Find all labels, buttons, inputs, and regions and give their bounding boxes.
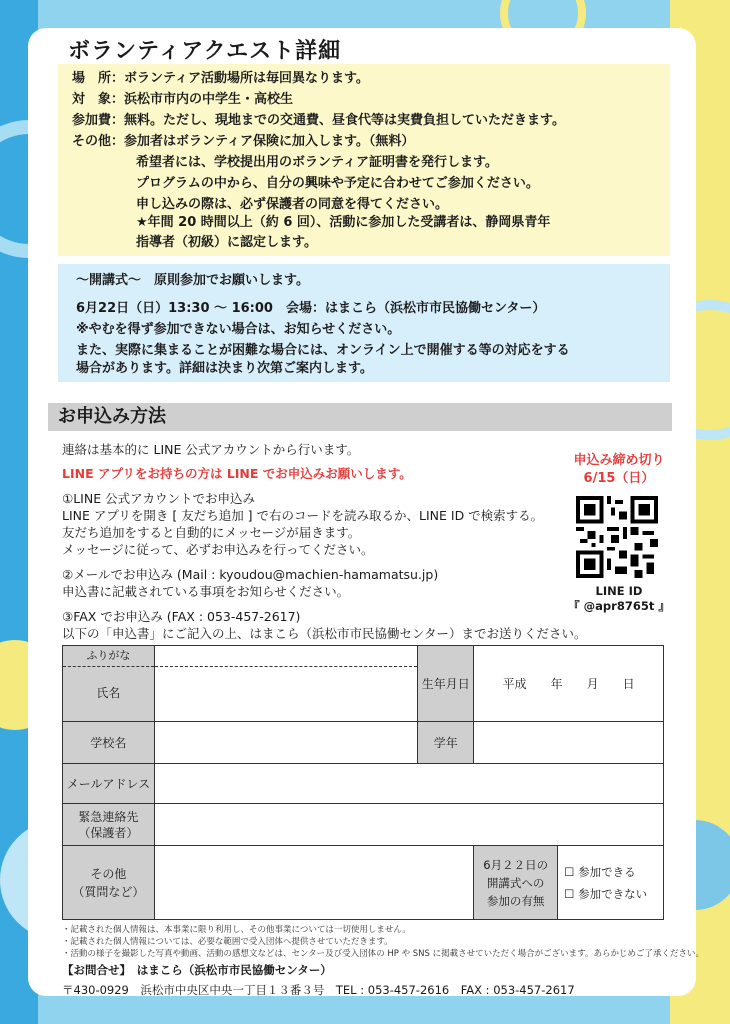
method1-text: LINE アプリを開き [ 友だち追加 ] で右のコードを読み取るか、LINE ID で検索する。 (62, 508, 544, 523)
opening-heading: ～開講式～ 原則参加でお願いします。 (76, 273, 309, 288)
grade-input[interactable] (474, 722, 664, 764)
attend-no-checkbox[interactable]: ☐ 参加できない (564, 886, 648, 901)
attend-yes-checkbox[interactable]: ☐ 参加できる (564, 864, 636, 879)
page-title: ボランティアクエスト詳細 (68, 39, 342, 64)
detail-target: 対 象：浜松市市内の中学生・高校生 (72, 92, 294, 107)
emergency-label-line: 緊急連絡先 (78, 809, 139, 824)
emergency-input[interactable] (154, 804, 663, 846)
emergency-label-line: （保護者） (78, 825, 139, 840)
detail-other-line: 指導者（初級）に認定します。 (136, 235, 317, 250)
opening-note: ※やむを得ず参加できない場合は、お知らせください。 (76, 322, 401, 337)
detail-other-line: 希望者には、学校提出用のボランティア証明書を発行します。 (136, 155, 498, 170)
email-input[interactable] (154, 764, 663, 804)
other-label-line: （質問など） (72, 884, 145, 899)
opening-note: 場合があります。詳細は決まり次第ご案内します。 (76, 361, 373, 376)
contact-address: 〒430-0929 浜松市中央区中央一丁目１３番３号 TEL : 053-457-2616 FAX : 053-457-2617 (62, 983, 575, 997)
school-label: 学校名 (63, 722, 155, 764)
detail-other: その他：参加者はボランティア保険に加入します。（無料） (72, 134, 415, 149)
apply-heading: お申込み方法 (48, 403, 672, 431)
privacy-notes (62, 924, 704, 960)
contact-title: 【お問合せ】 はまこら（浜松市市民協働センター） (62, 963, 332, 977)
detail-other-line: 申し込みの際は、必ず保護者の同意を得てください。 (136, 197, 449, 212)
grade-label: 学年 (418, 722, 474, 764)
line-id-value: 『 @apr8765t 』 (568, 599, 670, 613)
attend-label (474, 846, 558, 920)
apply-line-note: LINE アプリをお持ちの方は LINE でお申込みお願いします。 (62, 466, 412, 481)
other-input[interactable] (154, 846, 473, 920)
attend-label-line: 開講式への (486, 875, 545, 890)
birth-label: 生年月日 (418, 646, 474, 722)
name-input[interactable] (154, 646, 417, 722)
attend-label-line: 参加の有無 (486, 893, 545, 908)
method1-text: メッセージに従って、必ずお申込みを行ってください。 (62, 542, 374, 557)
other-label-line: その他 (90, 866, 127, 881)
privacy-note: ・活動の様子を撮影した写真や動画、活動の感想文などは、センター及び受入団体の HP や SNS に掲載させていただく場合がございます。あらかじめご了承ください。 (62, 949, 704, 959)
line-qr-code[interactable] (576, 496, 658, 578)
deadline-date: 6/15（日） (583, 471, 655, 486)
name-label-cell (63, 646, 155, 722)
birth-input[interactable]: 平成 年 月 日 (474, 646, 664, 722)
line-id (560, 584, 678, 614)
email-label: メールアドレス (63, 764, 155, 804)
detail-other-line: ★年間 20 時間以上（約 6 回）、活動に参加した受講者は、静岡県青年 (136, 215, 551, 230)
deadline (560, 452, 678, 488)
other-label (63, 846, 155, 920)
name-label: 氏名 (96, 686, 121, 700)
method1-title: ①LINE 公式アカウントでお申込み (62, 491, 255, 506)
school-input[interactable] (154, 722, 417, 764)
deadline-label: 申込み締め切り (573, 453, 665, 468)
method3-title: ③FAX でお申込み (FAX : 053-457-2617) (62, 609, 301, 624)
attend-label-line: 6月２２日の (483, 857, 549, 872)
furigana-label: ふりがな (63, 646, 154, 667)
detail-place: 場 所：ボランティア活動場所は毎回異なります。 (72, 71, 369, 86)
privacy-note: ・記載された個人情報については、必要な範囲で受入団体へ提供させていただきます。 (62, 937, 393, 947)
detail-other-line: プログラムの中から、自分の興味や予定に合わせてご参加ください。 (136, 176, 539, 191)
method3-text: 以下の「申込書」にご記入の上、はまこら（浜松市市民協働センター）までお送りください。 (62, 626, 587, 641)
emergency-label (63, 804, 155, 846)
line-id-label: LINE ID (595, 584, 643, 598)
apply-intro: 連絡は基本的に LINE 公式アカウントから行います。 (62, 442, 360, 457)
furigana-input[interactable] (155, 646, 417, 667)
method1-text: 友だち追加をすると自動的にメッセージが届きます。 (62, 525, 361, 540)
application-form (62, 645, 664, 920)
method2-title: ②メールでお申込み (Mail : kyoudou@machien-hamamatsu.jp) (62, 567, 439, 582)
attend-options (558, 846, 664, 920)
opening-date: 6月22日（日）13:30 ～ 16:00 会場：はまこら（浜松市市民協働センター） (76, 301, 546, 316)
method2-text: 申込書に記載されている事項をお知らせください。 (62, 584, 350, 599)
privacy-note: ・記載された個人情報は、本事業に限り利用し、その他事業については一切使用しません。 (62, 925, 411, 935)
detail-fee: 参加費：無料。ただし、現地までの交通費、昼食代等は実費負担していただきます。 (72, 113, 565, 128)
opening-note: また、実際に集まることが困難な場合には、オンライン上で開催する等の対応をする (76, 343, 570, 358)
